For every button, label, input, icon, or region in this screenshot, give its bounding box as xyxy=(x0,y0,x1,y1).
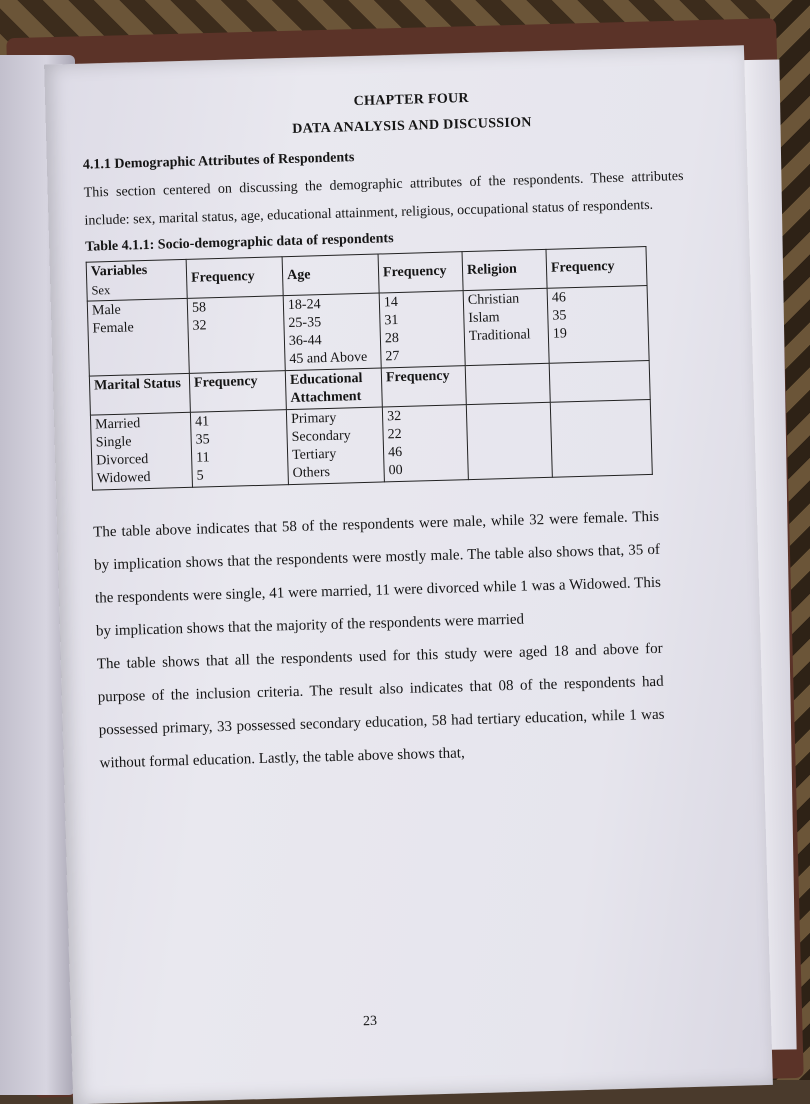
section-heading: 4.1.1 Demographic Attributes of Respondents xyxy=(82,150,355,173)
header-frequency-marital: Frequency xyxy=(189,371,286,413)
marital-widowed: Widowed xyxy=(96,469,151,487)
age-25-35: 25-35 xyxy=(288,315,322,332)
edu-primary: Primary xyxy=(290,410,337,428)
marital-single: Single xyxy=(95,434,132,451)
sex-values xyxy=(87,298,189,376)
age-45-above: 45 and Above xyxy=(289,349,368,368)
edu-secondary: Secondary xyxy=(291,428,351,446)
freq-male: 58 xyxy=(191,300,207,316)
table-caption: Table 4.1.1: Socio-demographic data of respondents xyxy=(85,231,394,255)
age-frequencies xyxy=(379,291,465,368)
section-intro: This section centered on discussing the demographic attributes of the respondents. These attributes include: sex, marital status, age, educational attainment, religious, occupational status of respondents. xyxy=(83,168,684,229)
freq-female: 32 xyxy=(192,318,207,334)
religion-traditional: Traditional xyxy=(468,327,531,345)
sex-female: Female xyxy=(92,320,134,337)
education-values xyxy=(286,407,384,485)
edu-others: Others xyxy=(292,464,331,481)
freq-widowed: 5 xyxy=(196,468,204,484)
religion-islam: Islam xyxy=(468,310,500,327)
freq-tertiary: 46 xyxy=(387,444,403,461)
marital-frequencies xyxy=(190,410,288,488)
page-number: 23 xyxy=(362,1013,378,1030)
freq-traditional: 19 xyxy=(552,326,568,342)
religion-christian: Christian xyxy=(467,291,520,309)
freq-divorced: 11 xyxy=(195,450,210,466)
discussion-paragraph-2: The table shows that all the respondents used for this study were aged 18 and above for purpose of the inclusion criteria. The result also indicates that 08 of the respondents had possessed primary, 33 possessed secondary education, 58 had tertiary education, while 1 was without formal education. Lastly, the table above shows that, xyxy=(96,640,665,772)
freq-primary: 32 xyxy=(386,408,402,425)
header-educational: Educational Attachment xyxy=(285,368,382,410)
header-age: Age xyxy=(282,254,379,296)
demographic-table xyxy=(86,246,653,491)
page-content xyxy=(81,85,700,780)
education-frequencies xyxy=(382,405,468,482)
header-frequency-education: Frequency xyxy=(381,366,466,407)
religion-frequencies xyxy=(547,286,649,364)
sex-label: Sex xyxy=(91,283,111,298)
freq-age-2: 31 xyxy=(384,312,399,329)
empty-cell xyxy=(550,399,652,477)
table-row xyxy=(90,399,652,490)
age-18-24: 18-24 xyxy=(287,297,321,314)
freq-others: 00 xyxy=(388,462,403,479)
header-sex xyxy=(86,259,187,301)
freq-single: 35 xyxy=(195,432,210,448)
empty-cell xyxy=(466,402,552,479)
age-values xyxy=(283,293,381,371)
document-page xyxy=(44,45,773,1104)
religion-values xyxy=(463,288,549,365)
freq-age-1: 14 xyxy=(383,294,399,311)
age-36-44: 36-44 xyxy=(288,333,322,350)
chapter-subtitle: DATA ANALYSIS AND DISCUSSION xyxy=(292,115,532,137)
marital-divorced: Divorced xyxy=(96,452,149,469)
header-frequency-age: Frequency xyxy=(378,252,463,293)
empty-cell xyxy=(465,363,550,404)
header-religion: Religion xyxy=(462,249,547,290)
freq-age-3: 28 xyxy=(384,330,400,347)
sex-male: Male xyxy=(91,302,121,319)
freq-age-4: 27 xyxy=(385,348,400,365)
marital-married: Married xyxy=(95,416,141,433)
variables-label: Variables xyxy=(90,262,148,280)
sex-frequencies xyxy=(187,296,285,374)
discussion-text xyxy=(93,501,666,781)
freq-christian: 46 xyxy=(551,290,567,306)
discussion-paragraph-1: The table above indicates that 58 of the respondents were male, while 32 were female. This by implication shows that the respondents were mostly male. The table also shows that, 35 of the respondents were single, 41 were married, 11 were divorced while 1 was a Widowed. This by implication shows that the majority of the respondents were married xyxy=(92,508,662,640)
header-frequency-religion: Frequency xyxy=(546,247,647,289)
edu-tertiary: Tertiary xyxy=(291,446,337,463)
empty-cell xyxy=(549,360,650,402)
freq-secondary: 22 xyxy=(387,426,402,443)
freq-married: 41 xyxy=(194,414,210,430)
header-marital-status: Marital Status xyxy=(89,373,190,415)
chapter-title: CHAPTER FOUR xyxy=(353,90,470,110)
marital-values xyxy=(90,412,192,490)
header-frequency-sex: Frequency xyxy=(186,257,283,299)
freq-islam: 35 xyxy=(552,308,567,324)
